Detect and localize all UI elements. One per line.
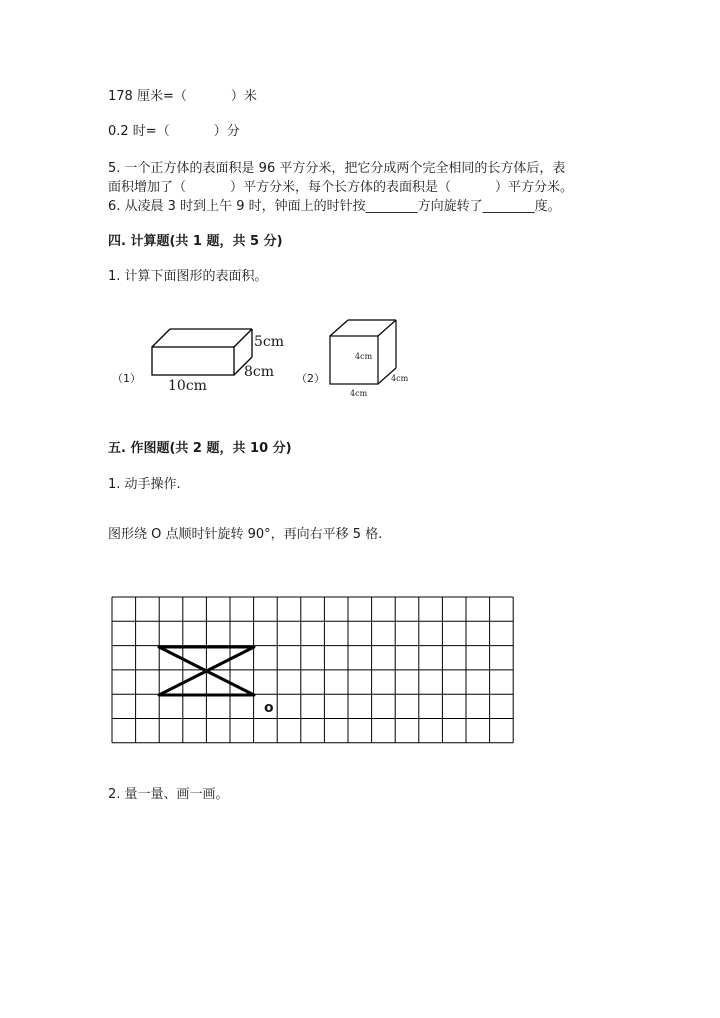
drawing-grid[interactable]	[112, 597, 516, 745]
question-02hour	[108, 123, 240, 141]
section-4-question-1: 1. 计算下面图形的表面积。	[108, 269, 268, 284]
cube-depth-label: 4cm	[391, 374, 409, 383]
question-178cm-left: 178 厘米=（	[108, 89, 187, 104]
section-5-heading: 五. 作图题(共 2 题，共 10 分)	[108, 441, 292, 456]
rotation-instruction: 图形绕 O 点顺时针旋转 90°，再向右平移 5 格.	[108, 527, 383, 542]
question-178cm	[108, 88, 257, 106]
question-5-part-c: ）平方分米。	[495, 180, 574, 195]
section-4-heading: 四. 计算题(共 1 题，共 5 分)	[108, 234, 283, 249]
cube-front-label: 4cm	[355, 352, 373, 361]
question-178cm-right: ）米	[230, 89, 257, 104]
figure-2-number: （2）	[296, 372, 325, 385]
question-5-line2	[108, 179, 573, 197]
cuboid-width-label: 8cm	[244, 364, 275, 380]
rotation-point-label: o	[264, 700, 274, 716]
question-5-line1: 5. 一个正方体的表面积是 96 平方分米，把它分成两个完全相同的长方体后，表	[108, 161, 566, 176]
question-02hour-right: ）分	[213, 124, 240, 139]
question-5-part-b: ）平方分米，每个长方体的表面积是（	[230, 180, 452, 195]
question-6: 6. 从凌晨 3 时到上午 9 时，钟面上的时针按________方向旋转了________度。	[108, 199, 561, 214]
cuboid-height-label: 5cm	[254, 334, 285, 350]
section-5-question-2: 2. 量一量、画一画。	[108, 787, 229, 802]
question-5-part-a: 面积增加了（	[108, 180, 187, 195]
cube-bottom-label: 4cm	[350, 389, 368, 398]
figure-1-number: （1）	[112, 372, 141, 385]
question-02hour-left: 0.2 时=（	[108, 124, 170, 139]
cuboid-figure	[140, 315, 310, 405]
section-5-question-1: 1. 动手操作.	[108, 477, 181, 492]
cuboid-length-label: 10cm	[168, 378, 207, 394]
